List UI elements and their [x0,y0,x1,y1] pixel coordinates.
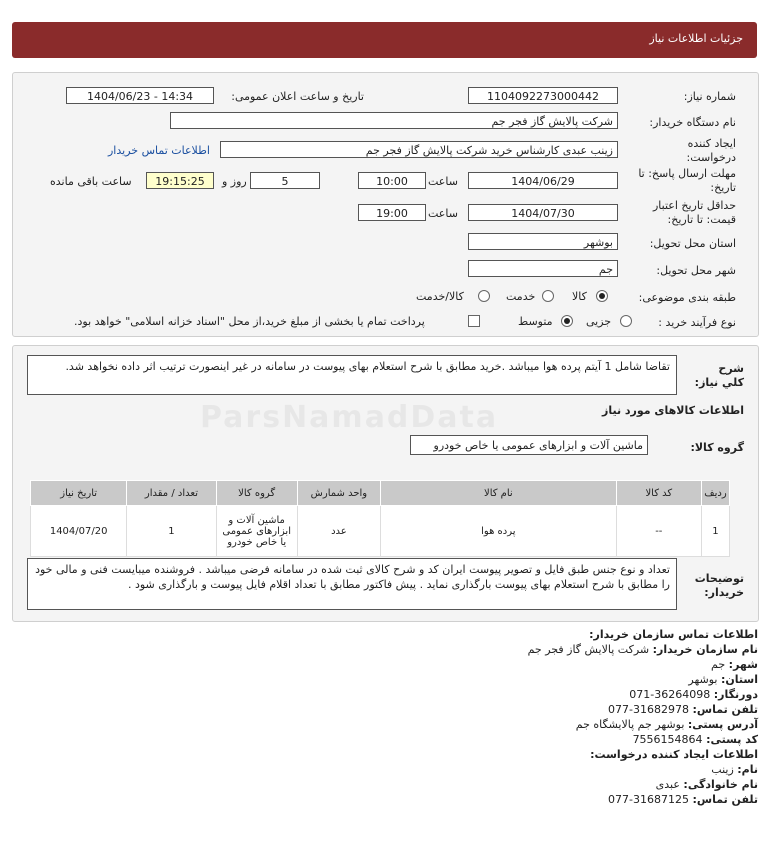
reply-date-field: 1404/06/29 [468,172,618,189]
col-qty: تعداد / مقدار [127,481,216,506]
creator-family: نام خانوادگی: عبدی [655,778,758,791]
price-time-label: ساعت [428,207,458,220]
category-radio-goods[interactable] [596,290,608,302]
goods-group-label: گروه کالا: [690,441,744,454]
creator-phone: تلفن تماس: 31687125-077 [608,793,758,806]
goods-section-title: اطلاعات کالاهای مورد نیاز [602,404,744,417]
col-group: گروه کالا [216,481,297,506]
announce-field: 1404/06/23 - 14:34 [66,87,214,104]
process-option-medium: متوسط [518,315,553,328]
category-option-service: خدمت [506,290,536,303]
col-unit: واحد شمارش [297,481,380,506]
page-header [12,22,757,58]
reply-time-field: 10:00 [358,172,426,189]
cell-date: 1404/07/20 [31,506,127,557]
goods-group-field: ماشین آلات و ابزارهای عمومی یا خاص خودرو [410,435,648,455]
buyer-org-label: نام دستگاه خریدار: [649,116,736,129]
treasury-payment-checkbox[interactable] [468,315,480,327]
need-number-field: 1104092273000442 [468,87,618,104]
price-validity-label: حداقل تاریخ اعتبار قیمت: تا تاریخ: [652,199,736,226]
cell-row: 1 [701,506,729,557]
province-field: بوشهر [468,233,618,250]
goods-table [30,480,730,557]
buyer-org-field: شرکت پالایش گاز فجر جم [170,112,618,129]
treasury-payment-note: پرداخت تمام یا بخشی از مبلغ خرید،از محل "اسناد خزانه اسلامی" خواهد بود. [74,315,425,328]
price-time-field: 19:00 [358,204,426,221]
city-field: جم [468,260,618,277]
days-field: 5 [250,172,320,189]
need-number-label: شماره نیاز: [683,90,736,103]
contact-city: شهر: جم [711,658,758,671]
cell-qty: 1 [127,506,216,557]
cell-name: پرده هوا [381,506,617,557]
creator-label: ایجاد کننده درخواست: [686,137,736,164]
contact-address: آدرس پستی: بوشهر جم پالایشگاه جم [575,718,758,731]
reply-time-label: ساعت [428,175,458,188]
reply-deadline-label: مهلت ارسال پاسخ: تا تاریخ: [638,167,736,194]
process-radio-minor[interactable] [620,315,632,327]
cell-code: -- [616,506,701,557]
page-title: جزئیات اطلاعات نیاز [649,32,743,45]
contact-province: استان: بوشهر [688,673,758,686]
announce-label: تاریخ و ساعت اعلان عمومی: [231,90,364,103]
category-radio-service[interactable] [542,290,554,302]
creator-title: اطلاعات ایجاد کننده درخواست: [590,748,758,761]
contact-fax: دورنگار: 36264098-071 [629,688,758,701]
cell-group: ماشین آلات و ابزارهای عمومی یا خاص خودرو [216,506,297,557]
category-option-goods: کالا [572,290,587,303]
process-option-minor: جزیی [586,315,612,328]
category-label: طبقه بندی موضوعی: [638,291,736,304]
col-name: نام کالا [381,481,617,506]
contact-phone: تلفن تماس: 31682978-077 [608,703,758,716]
remaining-time-label: ساعت باقی مانده [50,175,132,188]
category-radio-goods-service[interactable] [478,290,490,302]
price-date-field: 1404/07/30 [468,204,618,221]
buyer-notes-text: تعداد و نوع جنس طبق فایل و تصویر پیوست ایران کد و شرح کالای ثبت شده در سامانه فرضی میباشد . فروشنده میبایست فنی و مالی خود را مطابق با شرح استعلام بهای پیوست بارگذاری نماید . پیش فاکتور مطابق با تعداد اقلام فایل پیوست و بارگذاری شود . [27,558,677,610]
summary-text: تقاضا شامل 1 آیتم پرده هوا میباشد .خرید مطابق با شرح استعلام بهای پیوست در سامانه در غیر اینصورت ترتیب اثر داده نخواهد شد. [27,355,677,395]
summary-label: شرح کلي نياز: [694,362,744,389]
col-date: تاریخ نیاز [31,481,127,506]
remaining-time-field: 19:15:25 [146,172,214,189]
contact-postal: کد پستی: 7556154864 [632,733,758,746]
contact-title: اطلاعات تماس سازمان خریدار: [589,628,758,641]
cell-unit: عدد [297,506,380,557]
table-row [31,506,730,557]
days-label: روز و [222,175,247,188]
province-label: استان محل تحویل: [649,237,736,250]
creator-name: نام: زینب [711,763,758,776]
buyer-contact-link[interactable]: اطلاعات تماس خریدار [108,144,210,157]
contact-org: نام سازمان خریدار: شرکت پالایش گاز فجر جم [527,643,758,656]
col-code: کد کالا [616,481,701,506]
city-label: شهر محل تحویل: [656,264,736,277]
process-label: نوع فرآیند خرید : [658,316,736,329]
col-row: ردیف [701,481,729,506]
goods-table-header [31,481,730,506]
creator-field: زینب عبدی کارشناس خرید شرکت پالایش گاز فجر جم [220,141,618,158]
buyer-notes-label: توضیحات خریدار: [694,572,744,599]
category-option-goods-service: کالا/خدمت [416,290,464,303]
process-radio-medium[interactable] [561,315,573,327]
